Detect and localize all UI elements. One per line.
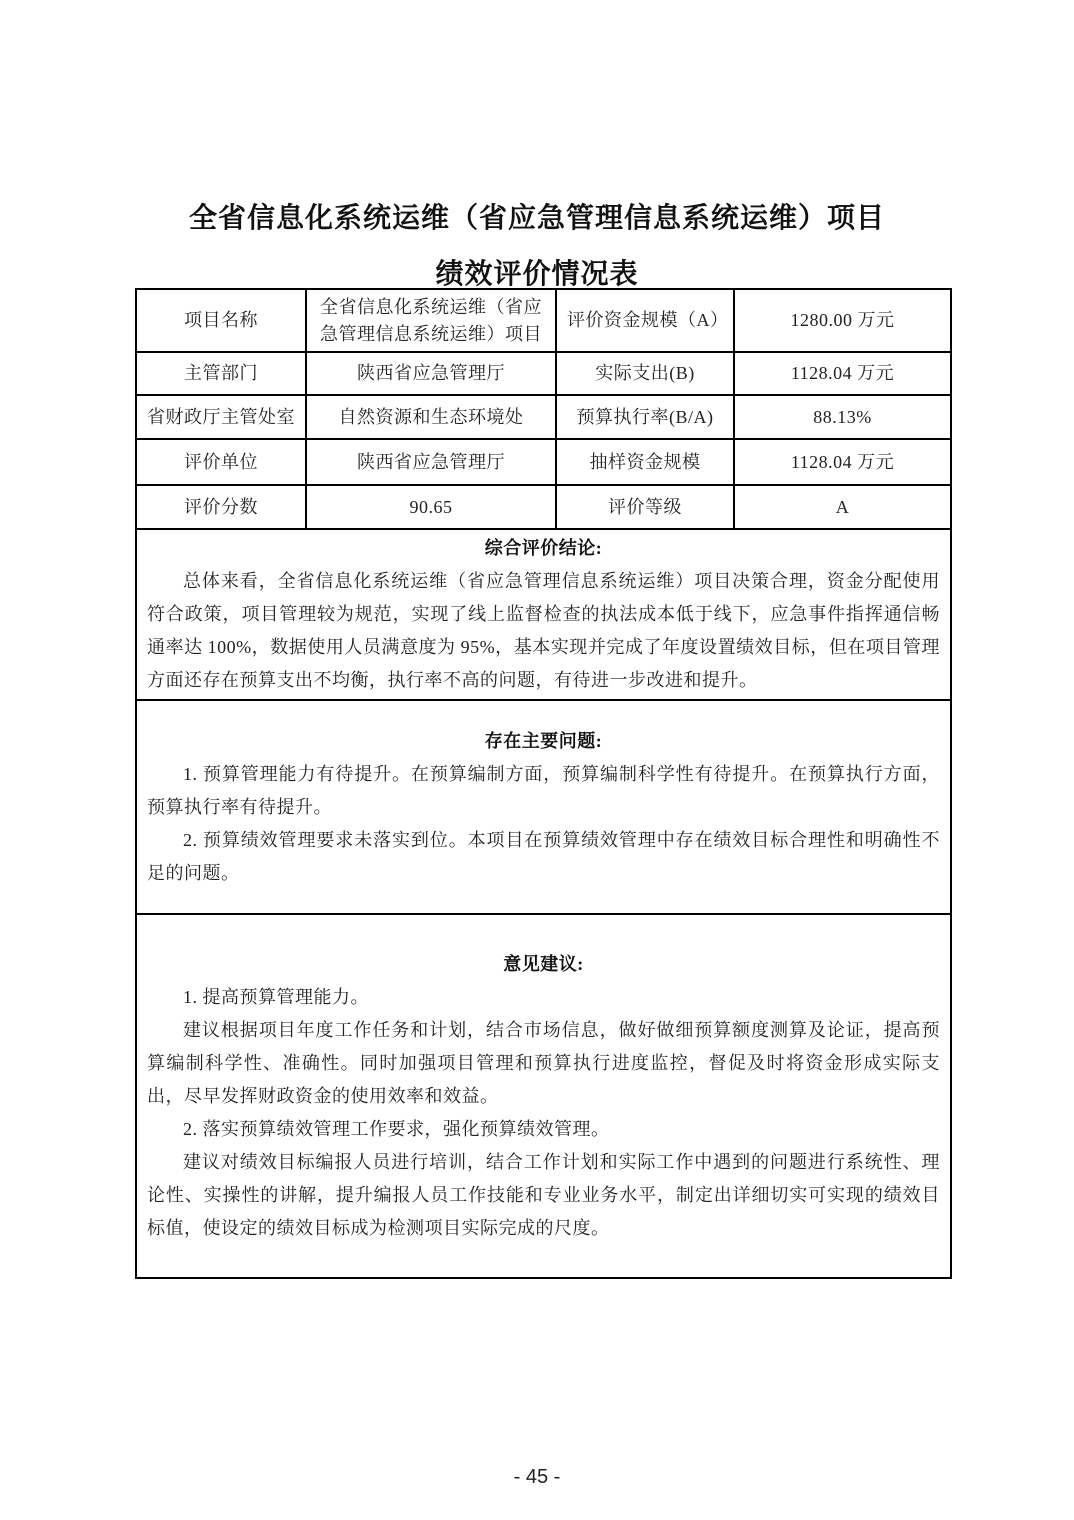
field-finance-office-value: 自然资源和生态环境处 [306,395,556,439]
table-row [136,439,951,485]
table-row [136,395,951,439]
section-paragraph: 总体来看，全省信息化系统运维（省应急管理信息系统运维）项目决策合理，资金分配使用符合政策，项目管理较为规范，实现了线上监督检查的执法成本低于线下，应急事件指挥通信畅通率达 100%，数据使用人员满意度为 95%，基本实现并完成了年度设置绩效目标，但在项目管理方面还存在预算支出不均衡，执行率不高的问题，有待进一步改进和提升。 [147,571,940,690]
field-project-name-value: 全省信息化系统运维（省应急管理信息系统运维）项目 [306,289,556,352]
table-row [136,289,951,352]
field-sample-fund-scale-value: 1128.04 万元 [734,439,951,485]
field-supervising-dept-label: 主管部门 [136,352,306,395]
field-project-name-label: 项目名称 [136,289,306,352]
section-paragraph: 2. 预算绩效管理要求未落实到位。本项目在预算绩效管理中存在绩效目标合理性和明确性不足的问题。 [147,829,940,883]
table-row [136,700,951,914]
document-title-line1: 全省信息化系统运维（省应急管理信息系统运维）项目 [188,203,885,234]
field-evaluation-unit-label: 评价单位 [136,439,306,485]
field-evaluation-score-value: 90.65 [306,485,556,529]
section-heading: 意见建议: [503,953,584,974]
field-budget-execution-rate-label: 预算执行率(B/A) [556,395,734,439]
section-main-problems [136,700,951,914]
section-paragraph: 2. 落实预算绩效管理工作要求，强化预算绩效管理。 [183,1118,610,1139]
section-paragraph: 1. 预算管理能力有待提升。在预算编制方面，预算编制科学性有待提升。在预算执行方面，预算执行率有待提升。 [147,763,940,817]
field-evaluation-score-label: 评价分数 [136,485,306,529]
section-suggestions [136,914,951,1278]
table-row [136,352,951,395]
section-paragraph: 建议对绩效目标编报人员进行培训，结合工作计划和实际工作中遇到的问题进行系统性、理论性、实操性的讲解，提升编报人员工作技能和专业业务水平，制定出详细切实可实现的绩效目标值，使设定的绩效目标成为检测项目实际完成的尺度。 [147,1151,940,1238]
field-actual-expenditure-value: 1128.04 万元 [734,352,951,395]
page-number: - 45 - [513,1466,561,1488]
field-finance-office-label: 省财政厅主管处室 [136,395,306,439]
table-row [136,485,951,529]
performance-evaluation-table [135,288,952,1279]
field-actual-expenditure-label: 实际支出(B) [556,352,734,395]
section-paragraph: 建议根据项目年度工作任务和计划，结合市场信息，做好做细预算额度测算及论证，提高预算编制科学性、准确性。同时加强项目管理和预算执行进度监控，督促及时将资金形成实际支出，尽早发挥财政资金的使用效率和效益。 [147,1019,940,1106]
field-evaluation-grade-value: A [734,485,951,529]
table-row [136,529,951,700]
field-sample-fund-scale-label: 抽样资金规模 [556,439,734,485]
field-supervising-dept-value: 陕西省应急管理厅 [306,352,556,395]
field-eval-fund-scale-value: 1280.00 万元 [734,289,951,352]
table-row [136,914,951,1278]
field-budget-execution-rate-value: 88.13% [734,395,951,439]
document-title-line2: 绩效评价情况表 [435,259,639,290]
section-heading: 综合评价结论: [484,538,603,558]
section-paragraph: 1. 提高预算管理能力。 [183,986,369,1007]
field-evaluation-grade-label: 评价等级 [556,485,734,529]
field-eval-fund-scale-label: 评价资金规模（A） [556,289,734,352]
section-comprehensive-conclusion [136,529,951,700]
field-evaluation-unit-value: 陕西省应急管理厅 [306,439,556,485]
section-heading: 存在主要问题: [484,730,603,751]
